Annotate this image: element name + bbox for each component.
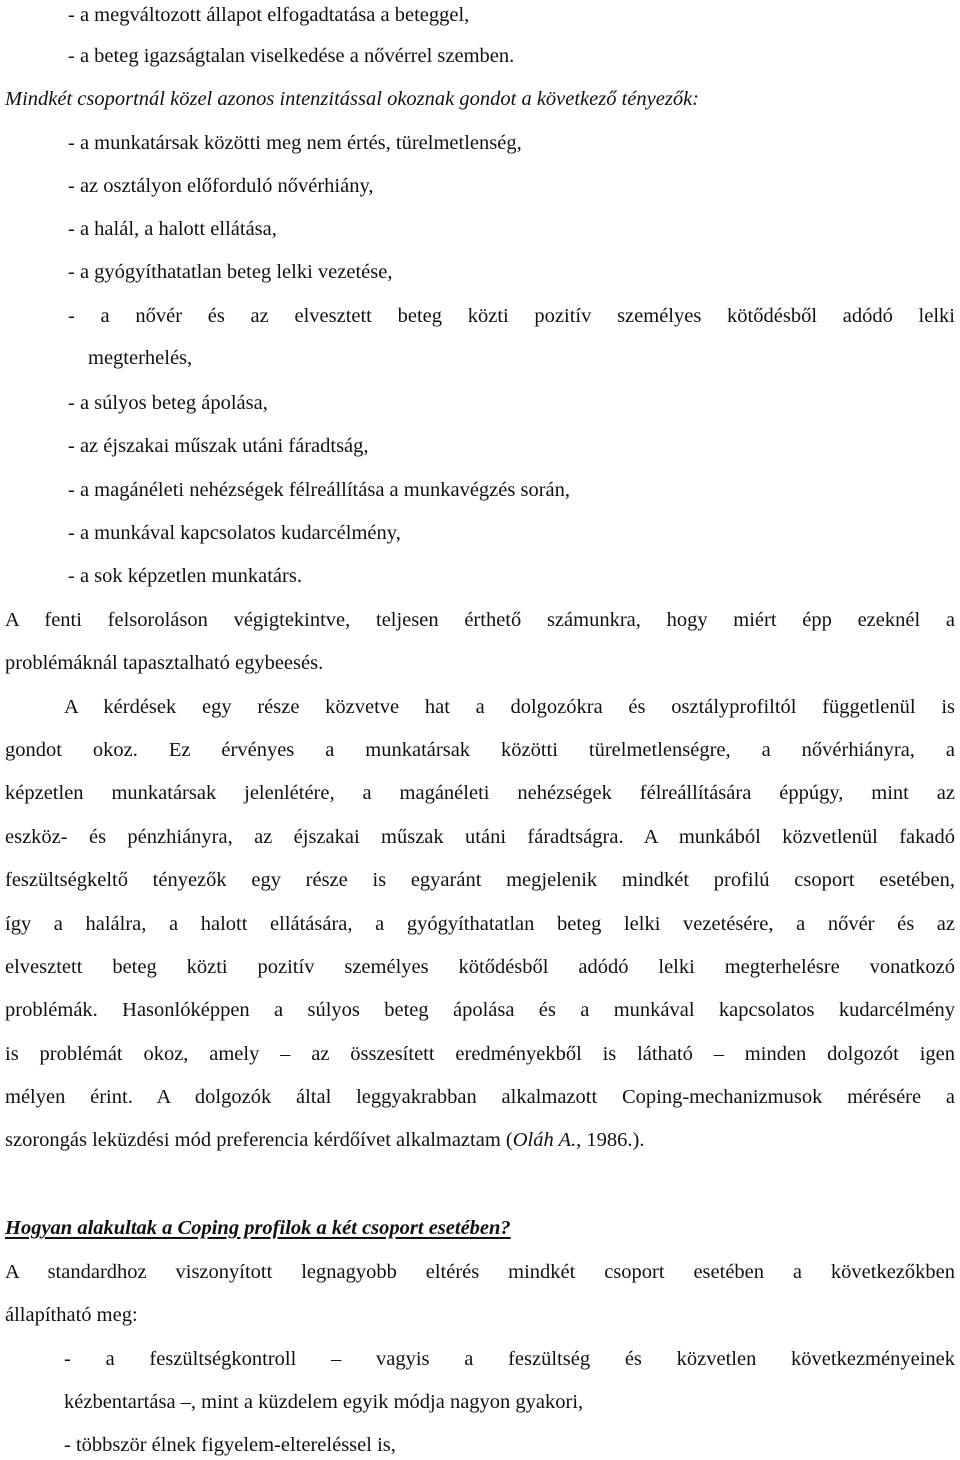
paragraph-line: problémáknál tapasztalható egybeesés. [5,652,324,674]
paragraph-line: képzetlen munkatársak jelenlétére, a magánéleti nehézségek félreállítására éppúgy, mint az [5,782,955,804]
list-item: - a halál, a halott ellátása, [68,218,277,240]
paragraph-line: A kérdések egy része közvetve hat a dolgozókra és osztályprofiltól függetlenül is [64,696,955,718]
paragraph-line: is problémát okoz, amely – az összesített eredményekből is látható – minden dolgozót igen [5,1043,955,1065]
paragraph-line: elvesztett beteg közti pozitív személyes kötődésből adódó lelki megterhelésre vonatkozó [5,956,955,978]
list-item: - a magánéleti nehézségek félreállítása a munkavégzés során, [68,479,570,501]
paragraph-line: feszültségkeltő tényezők egy része is egyaránt megjelenik mindkét profilú csoport esetében, [5,869,955,891]
list-item: - a gyógyíthatatlan beteg lelki vezetése, [68,261,393,283]
list-item: - az éjszakai műszak utáni fáradtság, [68,435,369,457]
list-item: - a nővér és az elvesztett beteg közti pozitív személyes kötődésből adódó lelki [68,305,955,327]
paragraph-line: Mindkét csoportnál közel azonos intenzitással okoznak gondot a következő tényezők: [5,88,700,110]
list-item: - többször élnek figyelem-eltereléssel is, [64,1434,396,1456]
list-item: - a beteg igazságtalan viselkedése a nővérrel szemben. [68,45,515,67]
paragraph-line: így a halálra, a halott ellátására, a gyógyíthatatlan beteg lelki vezetésére, a nővér és az [5,913,955,935]
list-item: - a sok képzetlen munkatárs. [68,565,302,587]
paragraph-line: állapítható meg: [5,1304,138,1326]
list-item: - a munkatársak közötti meg nem értés, türelmetlenség, [68,132,522,154]
citation-author: Oláh A., [512,1129,582,1151]
list-item: - az osztályon előforduló nővérhiány, [68,175,374,197]
list-item-continuation: megterhelés, [88,347,193,369]
section-heading: Hogyan alakultak a Coping profilok a két csoport esetében? [5,1217,511,1239]
list-item: - a megváltozott állapot elfogadtatása a beteggel, [68,4,470,26]
paragraph-line: problémák. Hasonlóképpen a súlyos beteg ápolása és a munkával kapcsolatos kudarcélmény [5,999,955,1021]
list-item: - a feszültségkontroll – vagyis a feszültség és közvetlen következményeinek [64,1348,955,1370]
list-item: - a munkával kapcsolatos kudarcélmény, [68,522,401,544]
paragraph-line: A fenti felsoroláson végigtekintve, teljesen érthető számunkra, hogy miért épp ezeknél a [5,609,955,631]
list-item: - a súlyos beteg ápolása, [68,392,268,414]
citation-year: 1986.). [581,1129,645,1151]
list-item-continuation: kézbentartása –, mint a küzdelem egyik módja nagyon gyakori, [64,1391,584,1413]
paragraph-line [5,1125,644,1155]
paragraph-line: A standardhoz viszonyított legnagyobb eltérés mindkét csoport esetében a következőkben [5,1261,955,1283]
paragraph-line: mélyen érint. A dolgozók által leggyakrabban alkalmazott Coping-mechanizmusok mérésére a [5,1086,955,1108]
paragraph-line: gondot okoz. Ez érvényes a munkatársak közötti türelmetlenségre, a nővérhiányra, a [5,739,955,761]
paragraph-line: eszköz- és pénzhiányra, az éjszakai műszak utáni fáradtságra. A munkából közvetlenül fakadó [5,826,955,848]
paragraph-text: szorongás leküzdési mód preferencia kérdőívet alkalmaztam ( [5,1129,513,1151]
